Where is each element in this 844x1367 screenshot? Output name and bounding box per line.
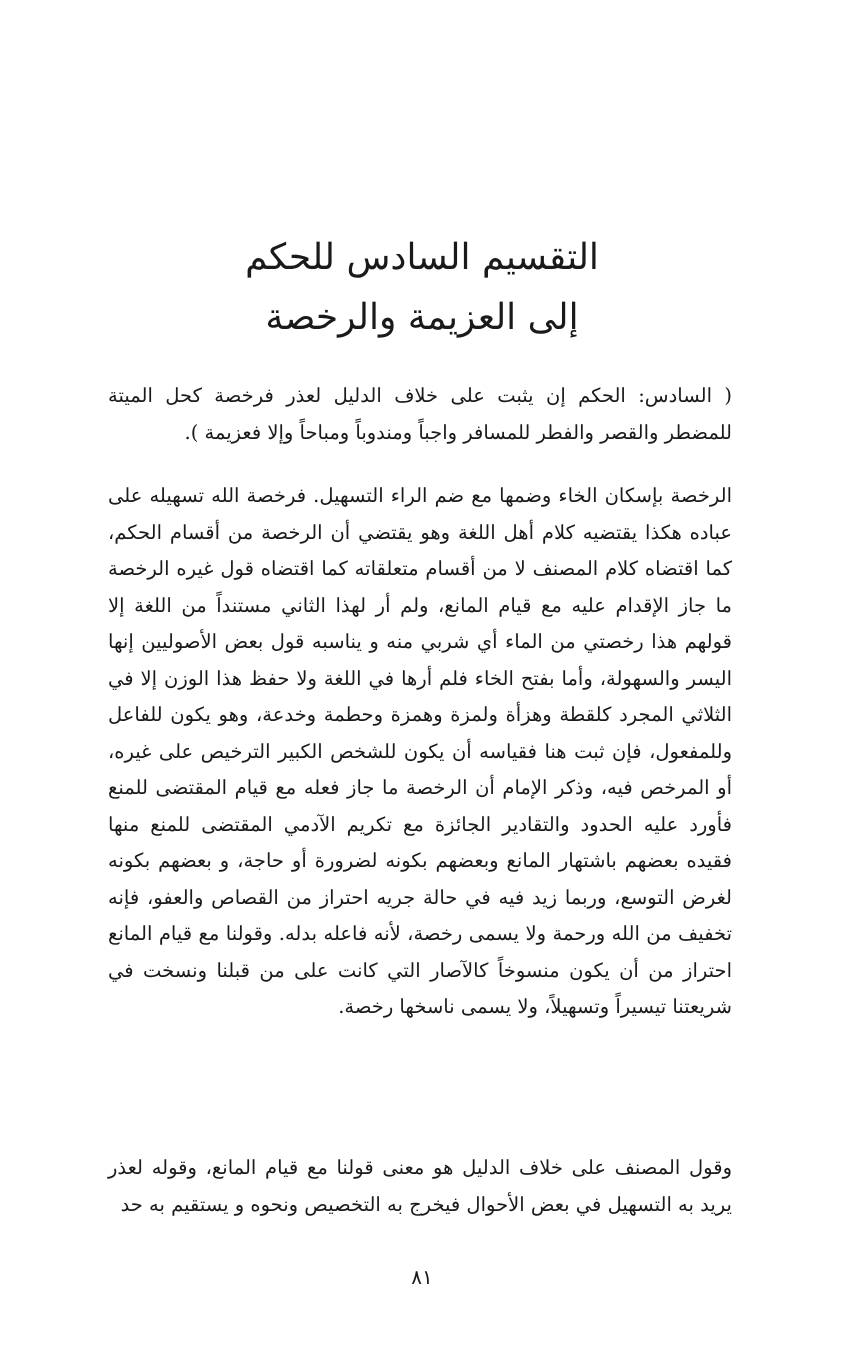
commentary-paragraph-1: الرخصة بإسكان الخاء وضمها مع ضم الراء التسهيل. فرخصة الله تسهيله على عباده هكذا يقتضيه كلام أهل اللغة وهو يقتضي أن الرخصة من أقسام الحكم، كما اقتضاه كلام المصنف لا من أقسام متعلقاته كما اقتضاه قول غيره الرخصة ما جاز الإقدام عليه مع قيام المانع، ولم أر لهذا الثاني مستنداً من اللغة إلا قولهم هذا رخصتي من الماء أي شربي منه و يناسبه قول بعض الأصوليين إنها اليسر والسهولة، وأما بفتح الخاء فلم أرها في اللغة ولا حفظ هذا الوزن إلا في الثلاثي المجرد كلقطة وهزأة ولمزة وهمزة وحطمة وخدعة، وهو يكون للفاعل وللمفعول، فإن ثبت هنا فقياسه أن يكون للشخص الكبير الترخيص على غيره، أو المرخص فيه، وذكر الإمام أن الرخصة ما جاز فعله مع قيام المقتضى للمنع فأورد عليه الحدود والتقادير الجائزة مع تكريم الآدمي المقتضى للمنع منها فقيده بعضهم باشتهار المانع وبعضهم بكونه لضرورة أو حاجة، و بعضهم بكونه لغرض التوسع، وربما زيد فيه في حالة جريه احتراز من القصاص والعفو، فإنه تخفيف من الله ورحمة ولا يسمى رخصة، لأنه فاعله بدله. وقولنا مع قيام المانع احتراز من أن يكون منسوخاً كالآصار التي كانت على من قبلنا ونسخت في شريعتنا تيسيراً وتسهيلاً، ولا يسمى ناسخها رخصة. — [108, 484, 732, 1018]
chapter-heading-line-2: إلى العزيمة والرخصة — [265, 297, 579, 338]
chapter-heading-line-1: التقسيم السادس للحكم — [245, 237, 599, 278]
commentary-paragraph-2: وقول المصنف على خلاف الدليل هو معنى قولنا مع قيام المانع، وقوله لعذر يريد به التسهيل في بعض الأحوال فيخرج به التخصيص ونحوه و يستقيم به حد — [108, 1156, 732, 1216]
page-number: ٨١ — [411, 1265, 433, 1289]
matn-text: ( السادس: الحكم إن يثبت على خلاف الدليل لعذر فرخصة كحل الميتة للمضطر والقصر والفطر للمسافر واجباً ومندوباً ومباحاً وإلا فعزيمة ). — [108, 384, 732, 444]
chapter-heading — [100, 228, 744, 348]
